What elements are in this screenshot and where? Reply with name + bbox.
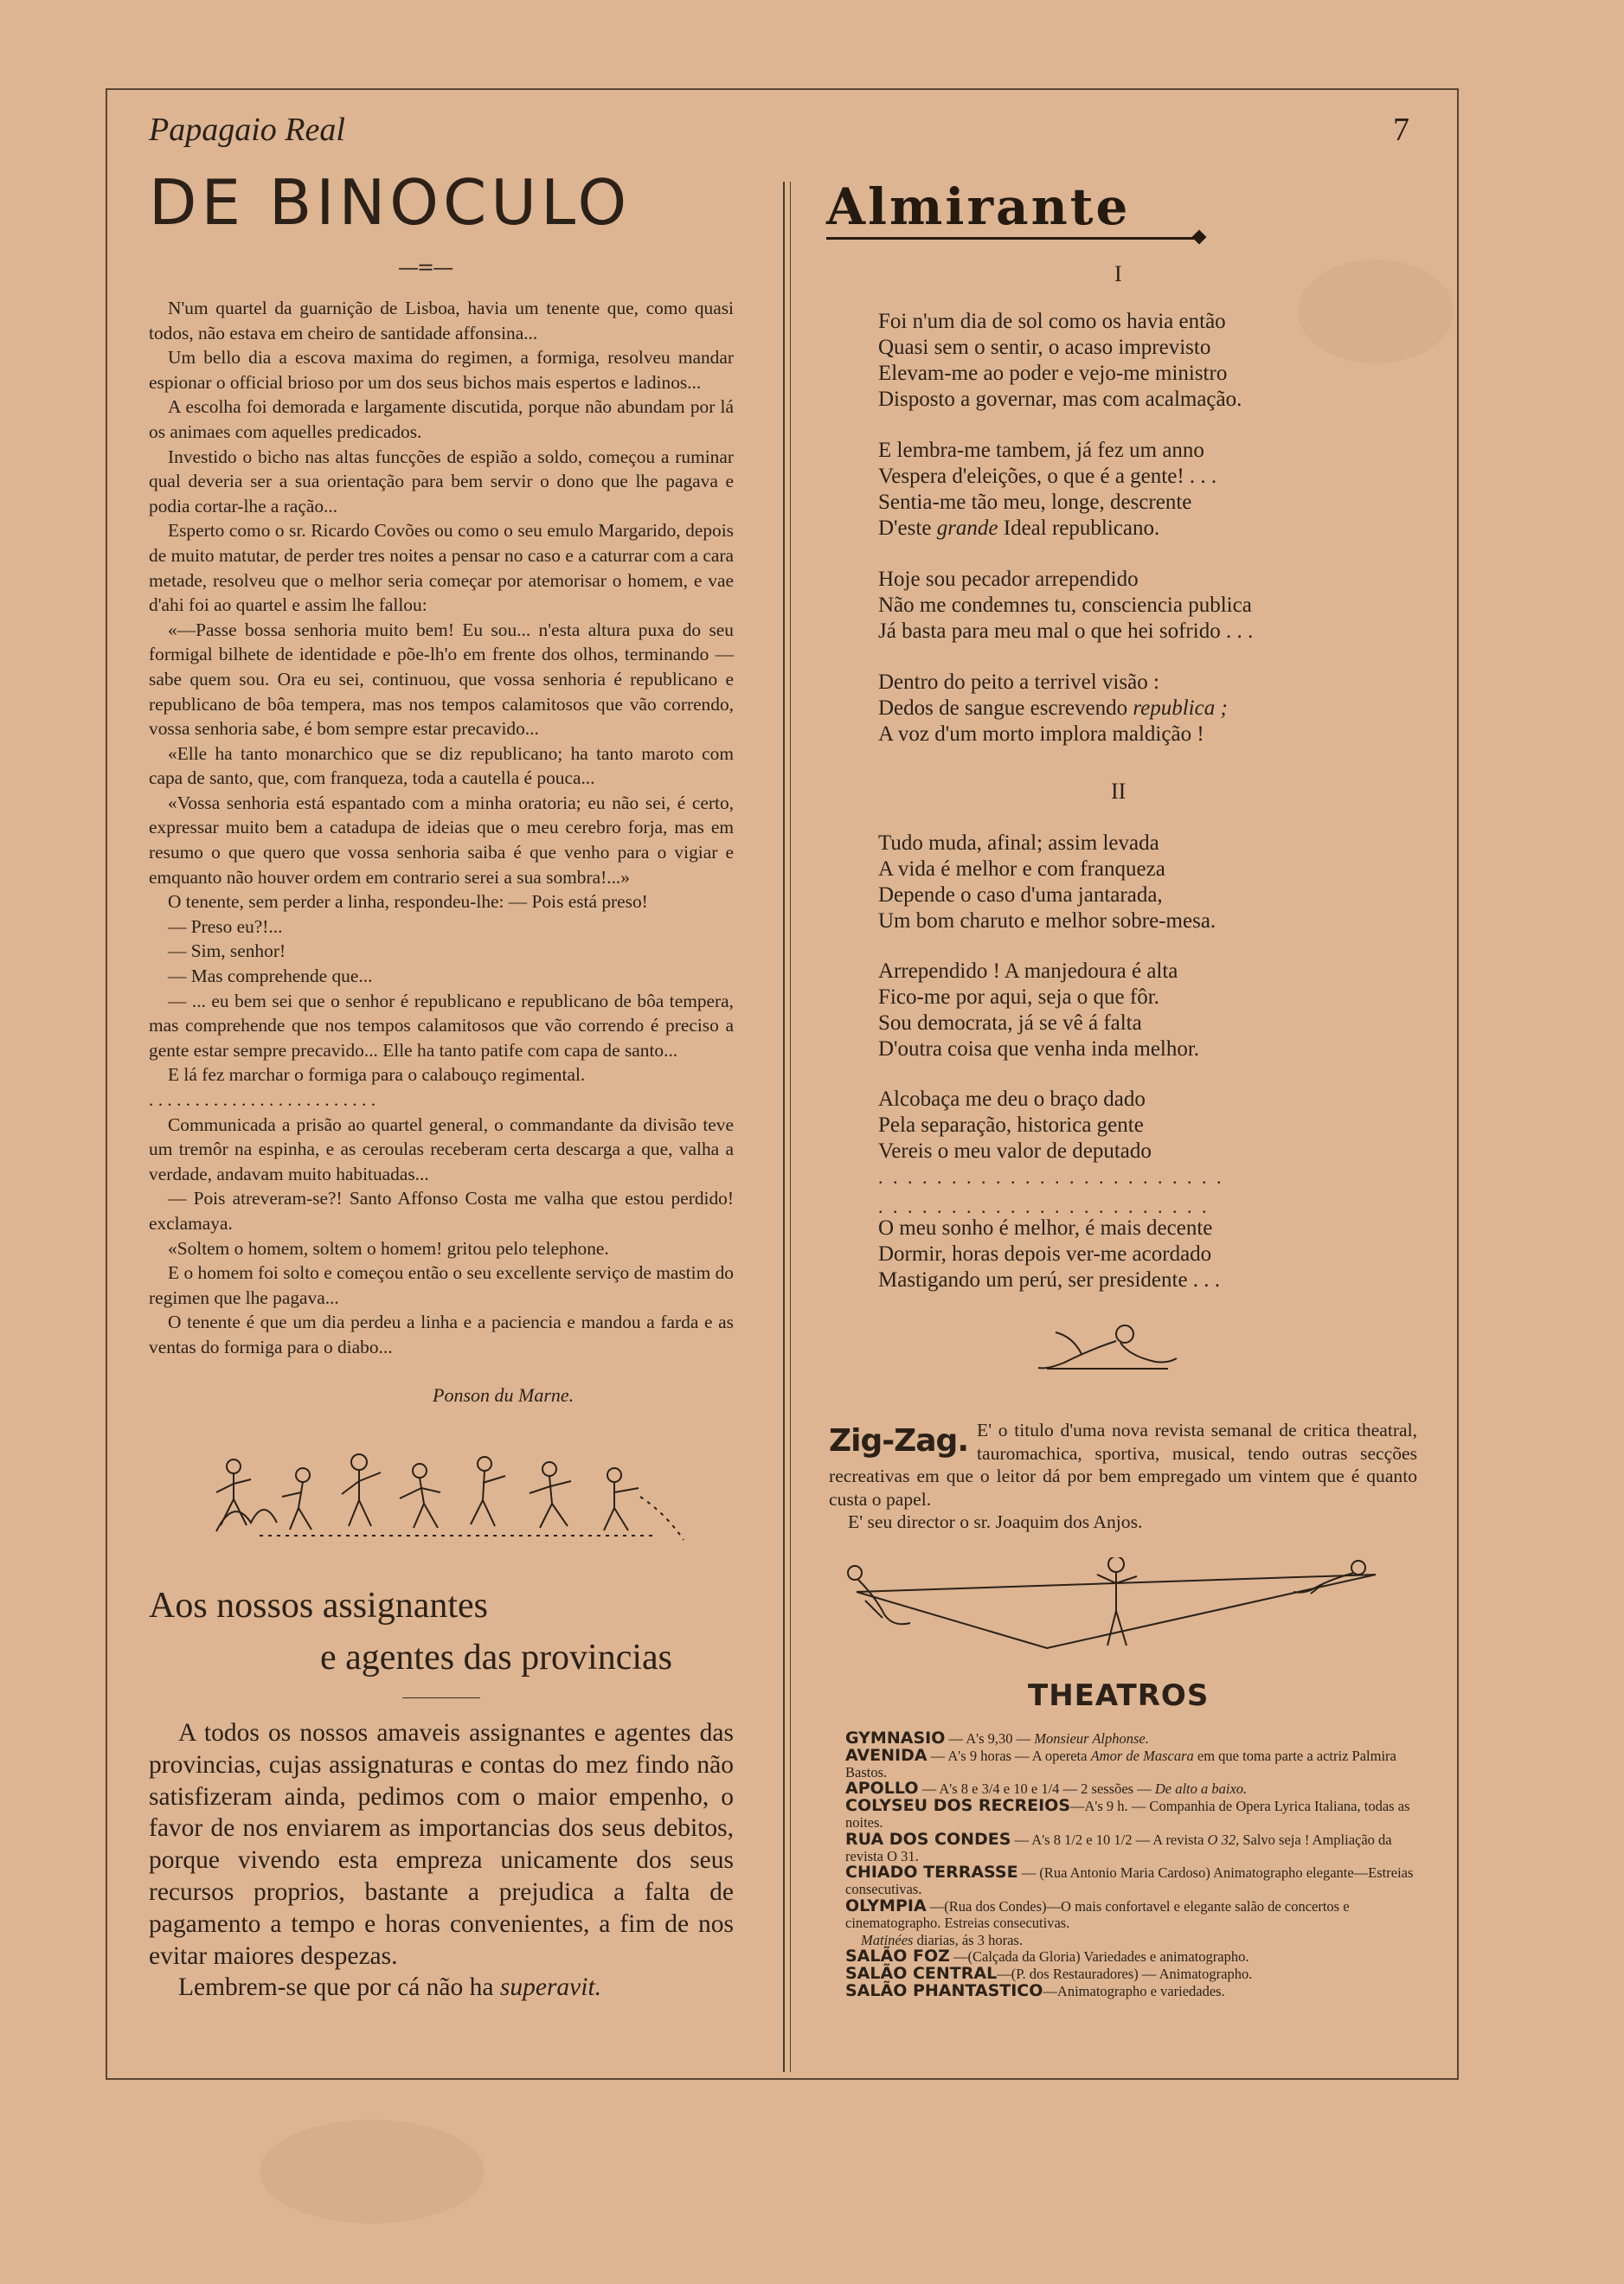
poem-line: Foi n'um dia de sol como os havia então	[878, 310, 1226, 333]
poem-line: Depende o caso d'uma jantarada,	[878, 883, 1163, 907]
theatre-info: Salvo seja ! Ampliação da revista O 31.	[845, 1831, 1392, 1864]
theatre-name: RUA DOS CONDES	[845, 1829, 1011, 1849]
paragraph: — Pois atreveram-se?! Santo Affonso Costa me valha que estou perdido! exclamaya.	[149, 1188, 734, 1234]
poem-line: Elevam-me ao poder e vejo-me ministro	[878, 362, 1228, 385]
notice-last-line	[149, 1972, 734, 2004]
divider	[402, 1697, 480, 1698]
poem-line: Já basta para meu mal o que hei sofrido . . .	[878, 619, 1254, 643]
paragraph: Esperto como o sr. Ricardo Covões ou como o seu emulo Margarido, depois de muito matutar, de perder tres noites a pensar no caso e a caturrar com a cara metade, resolveu que o melhor seria começar por atemorisar o homem, e vae d'ahi foi ao quartel e assim lhe fallou:	[149, 520, 734, 616]
theatre-entry	[845, 1980, 1421, 2000]
theatre-entry	[845, 1898, 1421, 1932]
poem-line: A voz d'um morto implora maldição !	[878, 722, 1204, 746]
paragraph: E lá fez marchar o formiga para o calabouço regimental.	[168, 1064, 586, 1086]
theatros-title: THEATROS	[1028, 1678, 1210, 1713]
paper-stain	[260, 2120, 485, 2223]
poem-line: Tudo muda, afinal; assim levada	[878, 831, 1159, 855]
notice-title: e agentes das provincias	[320, 1638, 673, 1678]
theatre-entry	[845, 1798, 1421, 1832]
paragraph: N'um quartel da guarnição de Lisboa, havia um tenente que, como quasi todos, não estava em cheiro de santidade affonsina...	[149, 298, 734, 343]
paragraph: «Elle ha tanto monarchico que se diz republicano; ha tanto maroto com capa de santo, que, com franqueza, toda a cautella é pouca...	[149, 742, 734, 789]
paragraph: — Preso eu?!...	[168, 915, 283, 937]
poem-line: Dentro do peito a terrivel visão :	[878, 670, 1159, 694]
paragraph: «Soltem o homem, soltem o homem! gritou pelo telephone.	[168, 1237, 609, 1259]
notice-emphasis: superavit.	[499, 1973, 602, 2002]
reclining-figure-illustration	[1030, 1315, 1185, 1384]
poem-line: Vespera d'eleições, o que é a gente! . . .	[878, 465, 1217, 488]
poem-line: D'este grande Ideal republicano.	[878, 516, 1160, 540]
poem-line: Alcobaça me deu o braço dado	[878, 1087, 1146, 1111]
theatre-info: diarias, ás 3 horas.	[913, 1931, 1023, 1948]
poem-line: Mastigando um perú, ser presidente . . .	[878, 1268, 1221, 1292]
theatre-name: COLYSEU DOS RECREIOS	[845, 1796, 1070, 1816]
dot-leader: . . . . . . . . . . . . . . . . . . . . . . . . .	[149, 1089, 376, 1110]
poem-line: Sou democrata, já se vê á falta	[878, 1011, 1142, 1035]
theatre-info: —Animatographo e variedades.	[1043, 1982, 1225, 1999]
poem-stanza	[878, 438, 1216, 542]
theatre-name: AVENIDA	[845, 1745, 928, 1765]
dot-leader: . . . . . . . . . . . . . . . . . . . . . . .	[878, 1196, 1210, 1217]
poem-stanza	[878, 831, 1216, 934]
theatre-play: Amor de Mascara	[1090, 1747, 1194, 1764]
theatre-play: Matinées	[861, 1931, 914, 1948]
poem-line: Hoje sou pecador arrependido	[878, 568, 1139, 591]
poem-part-numeral: II	[1111, 779, 1127, 804]
poem-stanza	[878, 1216, 1220, 1293]
theatros-listing	[845, 1730, 1421, 2000]
paragraph: «—Passe bossa senhoria muito bem! Eu sou... n'esta altura puxa do seu formigal bilhete de identidade e põe-lh'o em frente dos olhos, terminando — sabe quem sou. Ora eu sei, continuou, que vossa senhoria é republicano e republicano de bôa tempera, mas nos tempos calamitosos que vão correndo, vossa senhoria sabe, é bom sempre estar precavido...	[149, 619, 734, 740]
theatre-info: — A's 8 1/2 e 10 1/2 — A revista	[1011, 1831, 1208, 1848]
poem-stanza	[878, 309, 1242, 413]
theatre-name: SALÃO FOZ	[845, 1947, 950, 1966]
poem-line: Dormir, horas depois ver-me acordado	[878, 1242, 1212, 1266]
theatre-info: —(Rua dos Condes)—O mais confortavel e elegante salão de concertos e cinematographo. Estreias consecutivas.	[845, 1897, 1350, 1931]
poem-line: Fico-me por aqui, seja o que fôr.	[878, 985, 1159, 1009]
paragraph: O tenente é que um dia perdeu a linha e a paciencia e mandou a farda e as ventas do formiga para o diabo...	[149, 1312, 734, 1357]
page-number: 7	[1393, 112, 1409, 148]
theatre-info: —(Calçada da Gloria) Variedades e animatographo.	[949, 1948, 1249, 1966]
theatre-info: em que toma parte a actriz Palmira Bastos.	[845, 1747, 1396, 1780]
poem-line: Não me condemnes tu, consciencia publica	[878, 593, 1252, 617]
poem-stanza	[878, 1087, 1152, 1164]
theatre-info: —A's 9 h. — Companhia de Opera Lyrica Italiana, todas as noites.	[845, 1798, 1410, 1831]
column-divider	[790, 182, 791, 2072]
title-underline	[826, 237, 1198, 240]
article-title: DE BINOCULO	[149, 166, 632, 239]
poem-line: Quasi sem o sentir, o acaso imprevisto	[878, 336, 1211, 359]
paragraph: Investido o bicho nas altas funcções de espião a soldo, começou a ruminar qual deveria ser a sua orientação para bem servir o dono que lhe pagava e podia cortar-lhe a ração...	[149, 446, 734, 516]
theatre-play: Monsieur Alphonse.	[1034, 1730, 1149, 1747]
paragraph: A escolha foi demorada e largamente discutida, porque não abundam por lá os animaes com aquelles predicados.	[149, 396, 734, 442]
poem-stanza	[878, 959, 1199, 1062]
theatre-info: — (Rua Antonio Maria Cardoso) Animatographo elegante—Estreias consecutivas.	[845, 1864, 1414, 1898]
theatre-entry	[845, 1864, 1421, 1898]
article-body	[149, 296, 734, 1360]
masthead: Papagaio Real	[149, 112, 345, 148]
theatre-name: OLYMPIA	[845, 1896, 927, 1915]
theatre-play: De alto a baixo.	[1154, 1780, 1248, 1798]
ants-illustration	[208, 1445, 692, 1549]
theatre-play: O 32,	[1207, 1831, 1240, 1848]
notice-title: Aos nossos assignantes	[149, 1586, 489, 1626]
notice-paragraph: A todos os nossos amaveis assignantes e agentes das provincias, cujas assignaturas e contas do mez findo não satisfizeram ainda, pedimos com o maior empenho, o favor de nos enviarem as importancias dos seus debitos, porque vivendo esta empreza unicamente dos seus recursos proprios, bastante a prejudica a falta de pagamento a tempo e horas convenientes, a fim de nos evitar maiores despezas.	[149, 1719, 734, 1970]
theatre-name: CHIADO TERRASSE	[845, 1863, 1018, 1883]
zigzag-text: E' o titulo d'uma nova revista semanal de critica theatral, tauromachica, sportiva, musical, tendo outras secções recreativas em que o leitor dá por bem empregado um vintem que é quanto custa o papel.	[829, 1420, 1417, 1510]
poem-part-numeral: I	[1114, 261, 1122, 286]
poem-stanza	[878, 670, 1228, 747]
poem-line: E lembra-me tambem, já fez um anno	[878, 439, 1204, 462]
theatre-name: SALÃO PHANTASTICO	[845, 1980, 1043, 2000]
column-divider	[783, 182, 785, 2072]
poem-stanza	[878, 567, 1253, 645]
theatre-entry	[845, 1745, 1421, 1781]
poem-line: Dedos de sangue escrevendo republica ;	[878, 696, 1228, 720]
notice-text: Lembrem-se que por cá não ha	[178, 1973, 500, 2002]
poem-line: Vereis o meu valor de deputado	[878, 1139, 1152, 1163]
dot-leader: . . . . . . . . . . . . . . . . . . . . . . . .	[878, 1166, 1224, 1188]
paragraph: «Vossa senhoria está espantado com a minha oratoria; eu não sei, é certo, expressar muito bem a catadupa de ideias que o meu cerebro forja, mas em resumo o que quero que vossa senhoria saiba é que venho para o vigiar e emquanto não houver ordem em contrario serei a sua sombra!...»	[149, 792, 734, 888]
paragraph: Um bello dia a escova maxima do regimen, a formiga, resolveu mandar espionar o official brioso por um dos seus bichos mais espertos e ladinos...	[149, 347, 734, 393]
notice-body	[149, 1717, 734, 2004]
poem-title: Almirante	[826, 177, 1131, 236]
title-ornament: —=—	[398, 255, 453, 279]
theatre-info: —(P. dos Restauradores) — Animatographo.	[997, 1966, 1253, 1983]
zigzag-title: Zig-Zag.	[829, 1423, 968, 1459]
theatre-info: — A's 8 e 3/4 e 10 e 1/4 — 2 sessões —	[918, 1780, 1155, 1798]
tightrope-illustration	[839, 1557, 1402, 1661]
poem-line: O meu sonho é melhor, é mais decente	[878, 1216, 1213, 1240]
poem-line: D'outra coisa que venha inda melhor.	[878, 1037, 1200, 1061]
theatre-name: GYMNASIO	[845, 1729, 946, 1748]
poem-line: Pela separação, historica gente	[878, 1113, 1144, 1137]
zigzag-director: E' seu director o sr. Joaquim dos Anjos.	[848, 1511, 1143, 1532]
theatre-info: — A's 9,30 —	[945, 1730, 1035, 1747]
theatre-name: SALÃO CENTRAL	[845, 1964, 998, 1984]
article-signature: Ponson du Marne.	[433, 1384, 574, 1406]
poem-line: Disposto a governar, mas com acalmação.	[878, 388, 1242, 411]
theatre-entry	[845, 1730, 1421, 1748]
poem-line: Um bom charuto e melhor sobre-mesa.	[878, 909, 1216, 933]
theatre-name: APOLLO	[845, 1779, 919, 1799]
paragraph: — Mas comprehende que...	[168, 966, 373, 987]
zigzag-notice	[829, 1419, 1417, 1534]
paragraph: — Sim, senhor!	[168, 940, 286, 962]
poem-line: Sentia-me tão meu, longe, descrente	[878, 491, 1192, 514]
poem-line: Arrependido ! A manjedoura é alta	[878, 959, 1178, 983]
paragraph: E o homem foi solto e começou então o seu excellente serviço de mastim do regimen que lhe pagava...	[149, 1262, 734, 1308]
theatre-entry	[845, 1829, 1421, 1865]
paragraph: — ... eu bem sei que o senhor é republicano e republicano de bôa tempera, mas comprehende que nos tempos calamitosos que vão correndo é preciso a gente estar sempre precavido... Elle ha tanto patife com capa de santo...	[149, 990, 734, 1061]
paragraph: Communicada a prisão ao quartel general, o commandante da divisão teve um tremôr na espinha, e as ceroulas receberam certa descarga a que, valha a verdade, andavam muito habituadas...	[149, 1113, 734, 1184]
poem-line: A vida é melhor e com franqueza	[878, 857, 1165, 881]
theatre-info: — A's 9 horas — A opereta	[927, 1747, 1091, 1764]
paragraph: O tenente, sem perder a linha, respondeu-lhe: — Pois está preso!	[168, 891, 648, 913]
